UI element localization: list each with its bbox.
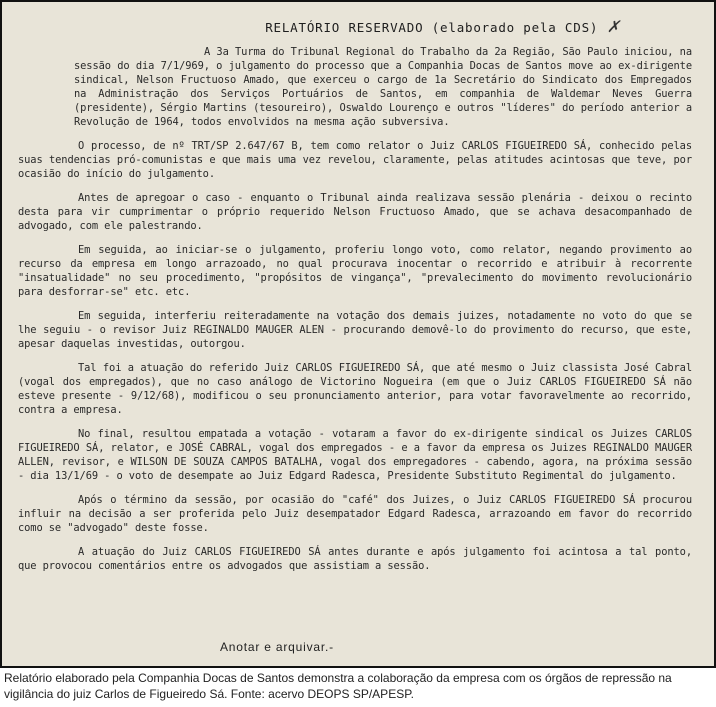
paragraph-1: A 3a Turma do Tribunal Regional do Trabalho da 2a Região, São Paulo iniciou, na sessão do dia 7/1/969, o julgamento do processo que a Companhia Docas de Santos move ao ex-dirigente sindical, Nelson Fructuoso Amado, que exerceu o cargo de 1a Secretário do Sindicato dos Empregados na Administração dos Serviços Portuários de Santos, em companhia de Waldemar Neves Guerra (presidente), Sérgio Martins (tesoureiro), Oswaldo Lourenço e outros "líderes" do período anterior a Revolução de 1964, todos envolvidos na mesma ação subversiva. (74, 46, 692, 128)
image-caption: Relatório elaborado pela Companhia Docas de Santos demonstra a colaboração da empresa com os órgãos de repressão na vigilância do juiz Carlos de Figueiredo Sá. Fonte: acervo DEOPS SP/APESP. (4, 671, 672, 701)
paragraph-7: No final, resultou empatada a votação - votaram a favor do ex-dirigente sindical os Juizes CARLOS FIGUEIREDO SÁ, relator, e JOSÉ CABRAL, vogal dos empregados - e a favor da empresa os Juizes REGINALDO MAUGER ALLEN, revisor, e WILSON DE SOUZA CAMPOS BATALHA, vogal dos empregadores - cabendo, agora, na próxima sessão - dia 13/1/69 - o voto de desempate ao Juiz Edgard Radesca, Presidente Substituto Regimental do julgamento. (18, 428, 692, 482)
paragraph-9: A atuação do Juiz CARLOS FIGUEIREDO SÁ antes durante e após julgamento foi acintosa a tal ponto, que provocou comentários entre os advogados que assistiam a sessão. (18, 546, 692, 572)
signature-mark: ✗ (606, 17, 621, 36)
paragraph-8: Após o término da sessão, por ocasião do "café" dos Juizes, o Juiz CARLOS FIGUEIREDO SÁ procurou influir na decisão a ser proferida pelo Juiz desempatador Edgard Radesca, arrazoando em favor do recorrido como se "advogado" deste fosse. (18, 494, 692, 534)
title-text: RELATÓRIO RESERVADO (elaborado pela CDS) (265, 20, 599, 35)
paragraph-5: Em seguida, interferiu reiteradamente na votação dos demais juizes, notadamente no voto do que se lhe seguiu - o revisor Juiz REGINALDO MAUGER ALEN - procurando demovê-lo do provimento do recurso, que este, apesar daquelas investidas, outorgou. (18, 310, 692, 350)
paragraph-6: Tal foi a atuação do referido Juiz CARLOS FIGUEIREDO SÁ, que até mesmo o Juiz classista José Cabral (vogal dos empregados), que no caso análogo de Victorino Nogueira (em que o Juiz CARLOS FIGUEIREDO SÁ não esteve presente - 9/12/68), modificou o seu pronunciamento anterior, para votar favoravelmente ao recorrido, contra a empresa. (18, 362, 692, 416)
document-title (194, 17, 692, 36)
paragraph-3: Antes de apregoar o caso - enquanto o Tribunal ainda realizava sessão plenária - deixou o recinto desta para vir cumprimentar o próprio requerido Nelson Fructuoso Amado, que se achava desacompanhado de advogado, com ele palestrando. (18, 192, 692, 232)
document-page (2, 2, 714, 666)
paragraph-4: Em seguida, ao iniciar-se o julgamento, proferiu longo voto, como relator, negando provimento ao recurso da empresa em longo arrazoado, no qual procurava inocentar o recorrido e atribuir à recorrente "insatualidade" no seu procedimento, "propósitos de vingança", "prevalecimento do movimento revolucionário para desforrar-se" etc. etc. (18, 244, 692, 298)
closing-note: Anotar e arquivar.- (220, 640, 334, 654)
paragraph-2: O processo, de nº TRT/SP 2.647/67 B, tem como relator o Juiz CARLOS FIGUEIREDO SÁ, conhecido pelas suas tendencias pró-comunistas e que mais uma vez revelou, claramente, pelas atitudes acintosas que teve, por ocasião do início do julgamento. (18, 140, 692, 180)
